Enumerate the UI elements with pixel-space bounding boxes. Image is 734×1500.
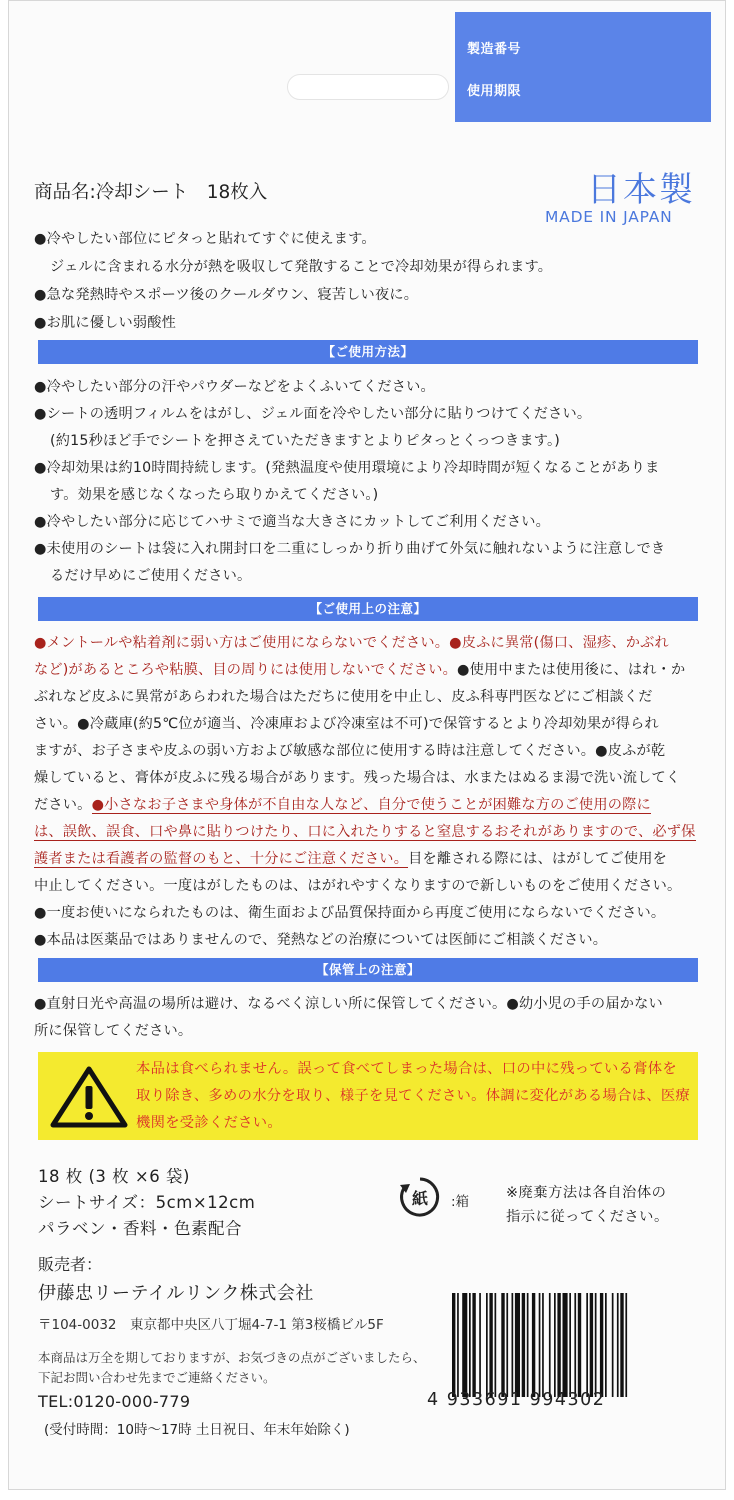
lot-expiry-box — [455, 12, 711, 122]
barcode-bar — [557, 1293, 560, 1397]
caution-line: さい。●冷蔵庫(約5℃位が適当、冷凍庫および冷凍室は不可)で保管するとより冷却効果が得られ — [34, 716, 659, 732]
barcode-bar — [539, 1293, 541, 1397]
caution-section-title: 【ご使用上の注意】 — [38, 597, 698, 621]
barcode-bar — [501, 1293, 504, 1397]
barcode-bar — [532, 1293, 535, 1397]
barcode-bar — [569, 1293, 571, 1397]
caution-line: ますが、お子さまや皮ふの弱い方および敏感な部位に使用する時は注意してください。●皮ふが乾 — [34, 743, 666, 759]
warning-text-line: 機関を受診ください。 — [136, 1115, 282, 1131]
feature-line: ●急な発熱時やスポーツ後のクールダウン、寝苦しい夜に。 — [34, 287, 419, 303]
seller-address: 〒104-0032 東京都中央区八丁堀4-7-1 第3桜橋ビル5F — [38, 1317, 384, 1333]
recycle-label: :箱 — [451, 1194, 470, 1210]
barcode-bar — [489, 1293, 492, 1397]
usage-line: ●冷却効果は約10時間持続します。(発熱温度や使用環境により冷却時間が短くなることがありま — [34, 460, 660, 476]
barcode-bar — [542, 1293, 544, 1397]
feature-line: ●冷やしたい部位にピタっと貼れてすぐに使えます。 — [34, 231, 376, 247]
caution-text: ●使用中または使用後に、はれ・か — [456, 662, 686, 678]
caution-line: 燥していると、膏体が皮ふに残る場合があります。残った場合は、水またはぬるま湯で洗い流してく — [34, 770, 681, 786]
storage-line: ●直射日光や高温の場所は避け、なるべく涼しい所に保管してください。●幼小児の手の届かない — [34, 996, 663, 1012]
barcode-bar — [574, 1293, 576, 1397]
barcode-bar — [522, 1293, 525, 1397]
tab-notch — [287, 74, 449, 100]
seller-hours: (受付時間：10時〜17時 土日祝日、年末年始除く) — [44, 1422, 350, 1438]
barcode-bar — [586, 1293, 588, 1397]
spec-count: 18 枚 (3 枚 ×6 袋) — [38, 1167, 190, 1186]
caution-line-red — [34, 821, 696, 841]
caution-text-red: など)があるところや粘膜、目の周りには使用しないでください。 — [34, 662, 457, 678]
barcode-bar — [515, 1293, 520, 1397]
spec-ingredients: パラベン・香料・色素配合 — [38, 1219, 242, 1238]
barcode-bar — [479, 1293, 481, 1397]
storage-line: 所に保管してください。 — [34, 1023, 193, 1039]
barcode-bar — [472, 1293, 475, 1397]
barcode-bar — [605, 1293, 607, 1397]
caution-line — [34, 659, 685, 679]
seller-tel: TEL:0120-000-779 — [38, 1392, 191, 1411]
warning-triangle-icon — [50, 1066, 128, 1128]
caution-text-red-underlined: 護者または看護者の監督のもと、十分にご注意ください。 — [34, 851, 409, 867]
feature-line: ●お肌に優しい弱酸性 — [34, 315, 177, 331]
disposal-note: 指示に従ってください。 — [506, 1209, 669, 1225]
barcode-bar — [527, 1293, 529, 1397]
product-name: 商品名:冷却シート 18枚入 — [34, 182, 268, 203]
usage-line: ●冷やしたい部分の汗やパウダーなどをよくふいてください。 — [34, 379, 435, 395]
barcode-bar — [612, 1293, 614, 1397]
usage-line: ●未使用のシートは袋に入れ開封口を二重にしっかり折り曲げて外気に触れないように注意しでき — [34, 541, 666, 557]
barcode-bar — [617, 1293, 619, 1397]
caution-line: 中止してください。一度はがしたものは、はがれやすくなりますので新しいものをご使用ください。 — [34, 878, 682, 894]
storage-section-title: 【保管上の注意】 — [38, 958, 698, 982]
barcode-bar — [590, 1293, 593, 1397]
barcode-bar — [578, 1293, 581, 1397]
spec-size: シートサイズ：5cm×12cm — [38, 1193, 256, 1212]
caution-text-red-underlined: ●小さなお子さまや身体が不自由な人など、自分で使うことが困難な方のご使用の際に — [91, 797, 651, 813]
recycle-mark-text: 紙 — [411, 1189, 429, 1208]
made-in-japan-jp: 日本製 — [587, 170, 695, 210]
seller-note: 本商品は万全を期しておりますが、お気づきの点がございましたら、 — [38, 1350, 426, 1365]
caution-line: ●一度お使いになられたものは、衛生面および品質保持面から再度ご使用にならないでください。 — [34, 905, 666, 921]
barcode-bar — [452, 1293, 455, 1397]
seller-name: 伊藤忠リーテイルリンク株式会社 — [38, 1283, 314, 1304]
barcode-bar — [554, 1293, 556, 1397]
caution-line — [34, 848, 667, 868]
feature-line: ジェルに含まれる水分が熱を吸収して発散することで冷却効果が得られます。 — [50, 259, 553, 275]
barcode-bar — [600, 1293, 603, 1397]
paper-recycle-icon — [398, 1175, 442, 1219]
barcode-bar — [549, 1293, 551, 1397]
barcode-bar — [625, 1293, 627, 1397]
caution-line-red: ●メントールや粘着剤に弱い方はご使用にならないでください。●皮ふに異常(傷口、湿疹、かぶれ — [34, 635, 669, 651]
barcode-bar — [462, 1293, 467, 1397]
usage-line: す。効果を感じなくなったら取りかえてください。) — [50, 487, 379, 503]
usage-line: ●シートの透明フィルムをはがし、ジェル面を冷やしたい部分に貼りつけてください。 — [34, 406, 592, 422]
seller-label: 販売者： — [38, 1255, 103, 1274]
barcode-bar — [495, 1293, 497, 1397]
barcode — [450, 1293, 694, 1397]
barcode-bar — [506, 1293, 508, 1397]
barcode-bar — [512, 1293, 514, 1397]
seller-note: 下記お問い合わせ先までご連絡ください。 — [38, 1370, 276, 1385]
lot-number-label: 製造番号 — [467, 42, 522, 57]
made-in-japan-en: MADE IN JAPAN — [545, 208, 673, 226]
barcode-bar — [620, 1293, 623, 1397]
usage-line: (約15秒ほど手でシートを押さえていただきますとよりピタっとくっつきます。) — [50, 433, 561, 449]
barcode-bar — [563, 1293, 568, 1397]
barcode-bar — [457, 1293, 459, 1397]
expiry-label: 使用期限 — [467, 84, 522, 99]
barcode-bar — [595, 1293, 597, 1397]
warning-text-line: 取り除き、多めの水分を取り、様子を見てください。体調に変化がある場合は、医療 — [136, 1088, 691, 1104]
usage-section-title: 【ご使用方法】 — [38, 340, 698, 364]
barcode-bar — [469, 1293, 471, 1397]
usage-line: ●冷やしたい部分に応じてハサミで適当な大きさにカットしてご利用ください。 — [34, 514, 551, 530]
caution-text: 目を離される際には、はがしてご使用を — [408, 851, 668, 867]
barcode-bar — [486, 1293, 488, 1397]
caution-text-red-underlined: は、誤飲、誤食、口や鼻に貼りつけたり、口に入れたりすると窒息するおそれがありますので、必ず保 — [34, 824, 696, 840]
caution-line: ぶれなど皮ふに異常があらわれた場合はただちに使用を中止し、皮ふ科専門医などにご相談くだ — [34, 689, 653, 705]
warning-box — [38, 1052, 698, 1140]
caution-line — [34, 794, 651, 814]
usage-line: るだけ早めにご使用ください。 — [50, 568, 252, 584]
warning-text-line: 本品は食べられません。誤って食べてしまった場合は、口の中に残っている膏体を — [136, 1061, 677, 1077]
barcode-number: 4 933691 994302 — [427, 1390, 606, 1410]
disposal-note: ※廃棄方法は各自治体の — [506, 1185, 667, 1201]
caution-text: ださい。 — [34, 797, 92, 813]
caution-line: ●本品は医薬品ではありませんので、発熱などの治療については医師にご相談ください。 — [34, 932, 608, 948]
